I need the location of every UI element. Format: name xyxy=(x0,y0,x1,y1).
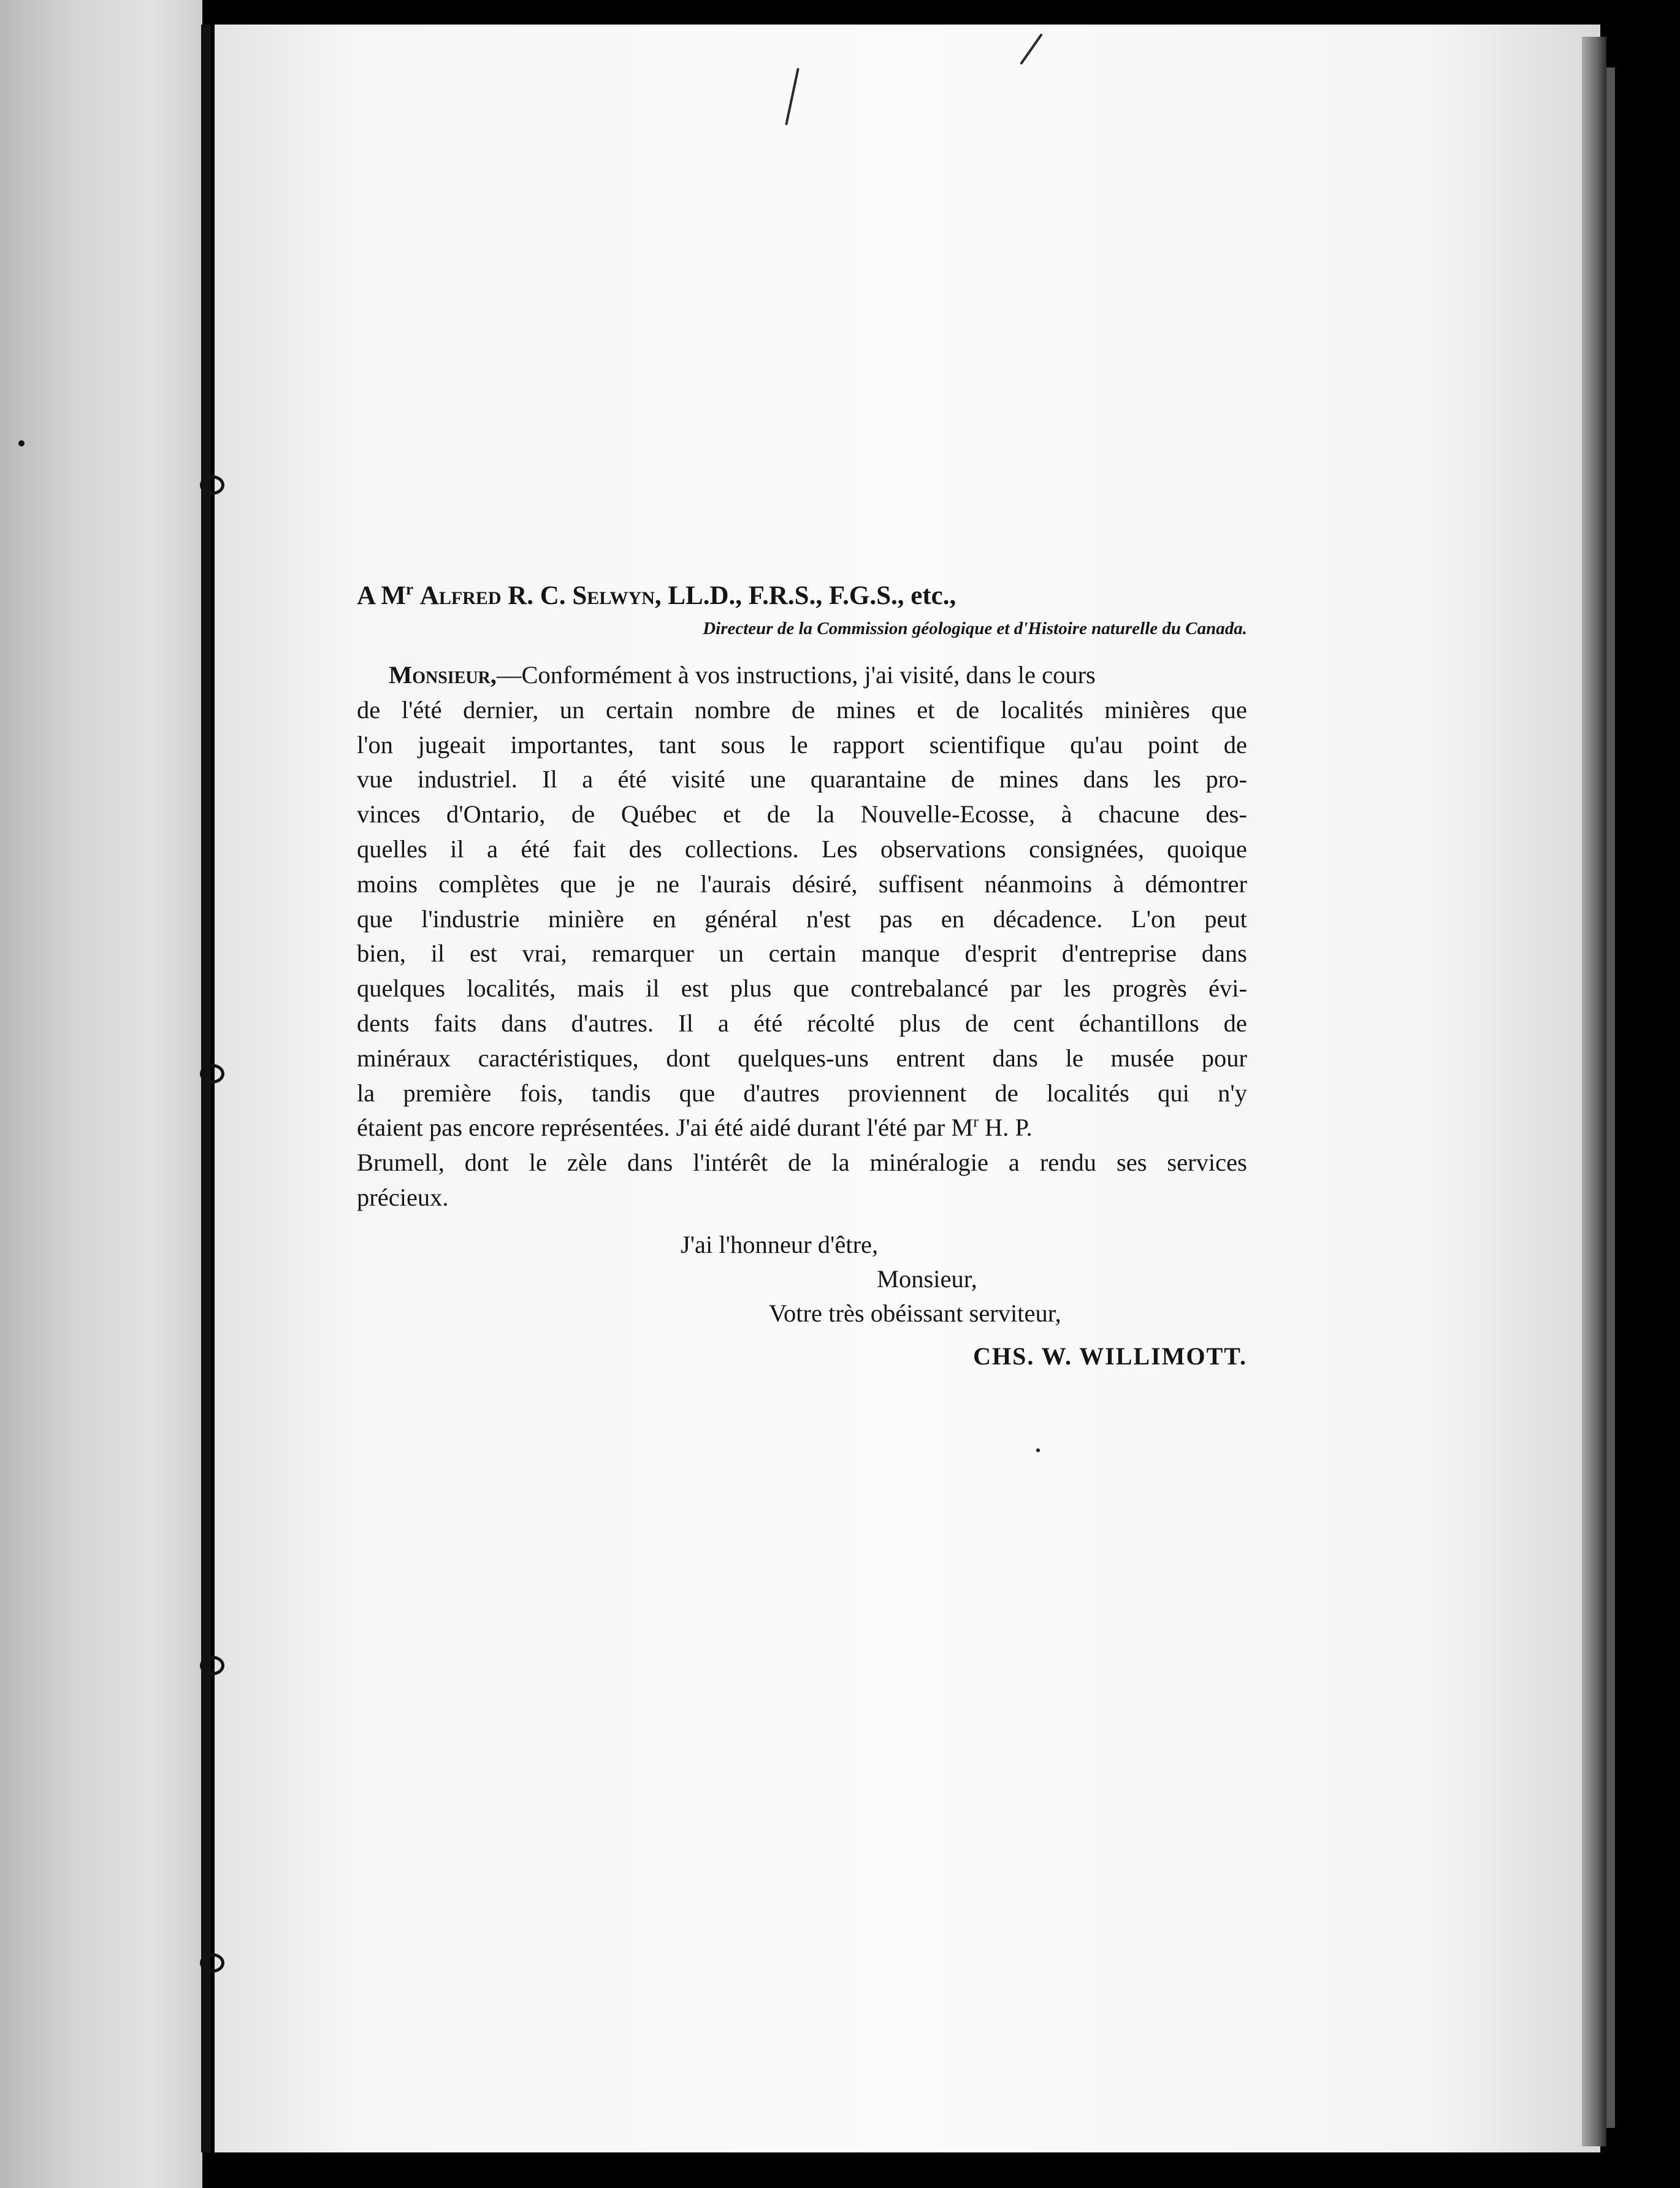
word: de xyxy=(951,765,975,794)
body-line-segment: étaient pas encore représentées. J'ai été aidé durant l'été par M xyxy=(357,1114,974,1142)
body-line xyxy=(357,1146,1247,1180)
word: de xyxy=(792,695,815,724)
word: d'Ontario, xyxy=(446,800,546,828)
superscript: r xyxy=(973,1112,979,1131)
word: la xyxy=(816,800,834,828)
addressee-prefix: A M xyxy=(357,581,407,610)
word: de xyxy=(357,695,381,724)
word: certain xyxy=(606,695,674,724)
word: mines xyxy=(999,765,1059,794)
word: entrent xyxy=(896,1044,965,1072)
word: vinces xyxy=(357,800,421,828)
word: manque xyxy=(861,939,940,968)
body-line xyxy=(357,658,1247,693)
word: une xyxy=(750,765,786,794)
word: Il xyxy=(678,1009,693,1037)
word: plus xyxy=(899,1009,941,1037)
word: a xyxy=(717,1009,729,1037)
word: d'autres. xyxy=(571,1009,654,1037)
word: Nouvelle-Ecosse, xyxy=(860,800,1036,828)
word: tandis xyxy=(591,1079,651,1107)
addressee-first-name: Alfred xyxy=(419,581,502,610)
word: observations xyxy=(880,835,1006,863)
word: pour xyxy=(1201,1044,1247,1072)
word: est xyxy=(469,939,497,968)
addressee-title: Directeur de la Commission géologique et d'Histoire naturelle du Canada. xyxy=(703,619,1247,638)
word: bien, xyxy=(357,939,406,968)
word: à xyxy=(1061,800,1072,828)
body-line xyxy=(357,728,1247,763)
word: néanmoins xyxy=(984,870,1093,898)
word: quarantaine xyxy=(810,765,926,794)
ink-speck xyxy=(18,440,25,446)
word: suffisent xyxy=(878,870,964,898)
body-line-text: —Conformément à vos instructions, j'ai visité, dans le cours xyxy=(496,661,1096,689)
word: musée xyxy=(1110,1044,1174,1072)
word: contrebalancé xyxy=(850,974,989,1003)
word: Les xyxy=(822,835,858,863)
word: et xyxy=(723,800,741,828)
word: général xyxy=(704,905,778,933)
body-line xyxy=(357,902,1247,937)
word: chacune xyxy=(1098,800,1180,828)
word: services xyxy=(1167,1149,1247,1177)
word: minière xyxy=(548,905,624,933)
word: scientifique xyxy=(929,730,1045,759)
body-line xyxy=(357,971,1247,1006)
closing-salutation: Monsieur, xyxy=(877,1264,977,1293)
page-edge-shadow-outer xyxy=(1606,67,1615,2128)
body-line xyxy=(357,693,1247,728)
word: échantillons xyxy=(1079,1009,1199,1037)
word: remarquer xyxy=(592,939,694,968)
word: un xyxy=(559,695,585,724)
word: le xyxy=(790,730,808,759)
word: quoique xyxy=(1167,835,1247,863)
page-edge-shadow xyxy=(1582,37,1606,2146)
letter-body xyxy=(357,658,1247,1215)
word: fait xyxy=(573,835,606,863)
word: ne xyxy=(655,870,679,898)
word: consignées, xyxy=(1029,835,1144,863)
word: les xyxy=(1063,974,1091,1003)
word: dans xyxy=(992,1044,1038,1072)
word: été xyxy=(753,1009,783,1037)
word: démontrer xyxy=(1145,870,1247,898)
word: dernier, xyxy=(463,695,539,724)
body-line: précieux. xyxy=(357,1183,449,1211)
addressee-prefix-superscript: r xyxy=(406,580,414,599)
word: première xyxy=(403,1079,492,1107)
binding-stitch xyxy=(200,1656,224,1675)
word: minéraux xyxy=(357,1044,451,1072)
letter-addressee xyxy=(357,580,1247,613)
word: de xyxy=(965,1009,989,1037)
word: de xyxy=(1223,1009,1247,1037)
binding-stitch xyxy=(200,1953,224,1973)
letter-closing xyxy=(357,1228,1247,1375)
word: dans xyxy=(627,1149,673,1177)
ink-speck xyxy=(1036,1448,1040,1452)
word: été xyxy=(521,835,550,863)
word: mais xyxy=(577,974,624,1003)
word: industriel. xyxy=(417,765,517,794)
word: en xyxy=(652,905,676,933)
word: a xyxy=(487,835,498,863)
body-line-text xyxy=(389,658,1096,693)
word: tant xyxy=(659,730,697,759)
book-binding-gutter xyxy=(201,25,211,2152)
word: certain xyxy=(768,939,836,968)
word: par xyxy=(1010,974,1042,1003)
word: vrai, xyxy=(522,939,567,968)
word: d'entreprise xyxy=(1061,939,1177,968)
word: pas xyxy=(879,905,913,933)
word: il xyxy=(450,835,464,863)
word: n'y xyxy=(1218,1079,1247,1107)
word: de xyxy=(995,1079,1018,1107)
word: Il xyxy=(542,765,557,794)
word: l'été xyxy=(401,695,442,724)
word: vue xyxy=(357,765,393,794)
word: complètes xyxy=(438,870,540,898)
word: de xyxy=(766,800,791,828)
word: quelles xyxy=(357,835,427,863)
word: que xyxy=(1211,695,1247,724)
word: en xyxy=(941,905,965,933)
word: cent xyxy=(1013,1009,1055,1037)
left-page-margin xyxy=(0,0,202,2188)
word: collections. xyxy=(685,835,799,863)
word: de xyxy=(571,800,595,828)
word: rapport xyxy=(833,730,905,759)
body-line-text xyxy=(357,1111,1033,1146)
word: que xyxy=(560,870,597,898)
word: a xyxy=(1008,1149,1020,1177)
word: la xyxy=(357,1079,375,1107)
word: mines xyxy=(836,695,896,724)
addressee-initials: R. C. xyxy=(508,581,566,610)
word: sous xyxy=(720,730,765,759)
salutation: Monsieur, xyxy=(389,661,497,689)
word: l'on xyxy=(357,730,394,759)
word: progrès xyxy=(1112,974,1187,1003)
word: Brumell, xyxy=(357,1149,445,1177)
word: les xyxy=(1153,765,1182,794)
word: des xyxy=(628,835,662,863)
closing-line: J'ai l'honneur d'être, xyxy=(681,1230,879,1258)
word: d'autres xyxy=(743,1079,820,1107)
word: moins xyxy=(357,870,418,898)
word: fois, xyxy=(519,1079,563,1107)
word: que xyxy=(357,905,393,933)
word: faits xyxy=(433,1009,477,1037)
word: ses xyxy=(1116,1149,1147,1177)
word: qu'au xyxy=(1070,730,1123,759)
word: nombre xyxy=(694,695,771,724)
word: le xyxy=(529,1149,547,1177)
word: l'intérêt xyxy=(693,1149,768,1177)
word: l'aurais xyxy=(700,870,771,898)
word: que xyxy=(679,1079,716,1107)
word: minières xyxy=(1104,695,1190,724)
word: été xyxy=(617,765,647,794)
addressee-surname: Selwyn, xyxy=(572,581,662,610)
word: rendu xyxy=(1039,1149,1097,1177)
word: localités xyxy=(1046,1079,1129,1107)
word: zèle xyxy=(567,1149,608,1177)
word: est xyxy=(681,974,709,1003)
body-line xyxy=(357,762,1247,797)
body-line xyxy=(357,936,1247,971)
word: dans xyxy=(501,1009,547,1037)
word: d'esprit xyxy=(964,939,1037,968)
body-line xyxy=(357,1006,1247,1041)
word: il xyxy=(430,939,445,968)
word: proviennent xyxy=(847,1079,967,1107)
body-line xyxy=(357,1076,1247,1111)
word: un xyxy=(719,939,744,968)
word: de xyxy=(788,1149,812,1177)
word: dans xyxy=(1201,939,1247,968)
word: je xyxy=(617,870,635,898)
word: peut xyxy=(1204,905,1247,933)
word: a xyxy=(582,765,594,794)
signature: CHS. W. WILLIMOTT. xyxy=(973,1342,1247,1370)
word: quelques-uns xyxy=(738,1044,869,1072)
binding-stitch xyxy=(200,1064,224,1084)
body-line xyxy=(357,1111,1247,1146)
word: plus xyxy=(730,974,772,1003)
body-line xyxy=(357,1041,1247,1076)
word: de xyxy=(956,695,980,724)
word: caractéristiques, xyxy=(478,1044,639,1072)
letter xyxy=(357,580,1247,1375)
word: que xyxy=(793,974,830,1003)
body-line xyxy=(357,797,1247,832)
word: l'industrie xyxy=(421,905,520,933)
word: dont xyxy=(666,1044,711,1072)
word: désiré, xyxy=(792,870,858,898)
word: il xyxy=(646,974,660,1003)
word: évi- xyxy=(1208,974,1247,1003)
word: Québec xyxy=(620,800,697,828)
word: dans xyxy=(1083,765,1129,794)
word: pro- xyxy=(1205,765,1247,794)
word: L'on xyxy=(1131,905,1176,933)
word: qui xyxy=(1158,1079,1189,1107)
word: n'est xyxy=(806,905,851,933)
word: visité xyxy=(671,765,725,794)
word: minéralogie xyxy=(869,1149,988,1177)
body-line-segment: H. P. xyxy=(978,1114,1033,1142)
word: dents xyxy=(357,1009,410,1037)
word: le xyxy=(1065,1044,1083,1072)
word: quelques xyxy=(357,974,445,1003)
word: jugeait xyxy=(418,730,486,759)
word: dont xyxy=(464,1149,509,1177)
word: des- xyxy=(1205,800,1247,828)
word: importantes, xyxy=(510,730,634,759)
word: localités xyxy=(1000,695,1083,724)
word: point xyxy=(1147,730,1199,759)
word: récolté xyxy=(807,1009,875,1037)
word: et xyxy=(917,695,935,724)
body-line xyxy=(357,867,1247,902)
word: à xyxy=(1113,870,1124,898)
word: de xyxy=(1223,730,1247,759)
body-line xyxy=(357,832,1247,867)
closing-line: Votre très obéissant serviteur, xyxy=(769,1299,1061,1327)
word: la xyxy=(831,1149,850,1177)
word: décadence. xyxy=(993,905,1103,933)
word: localités, xyxy=(467,974,556,1003)
addressee-credentials: LL.D., F.R.S., F.G.S., etc., xyxy=(668,581,956,610)
binding-stitch xyxy=(200,475,224,495)
